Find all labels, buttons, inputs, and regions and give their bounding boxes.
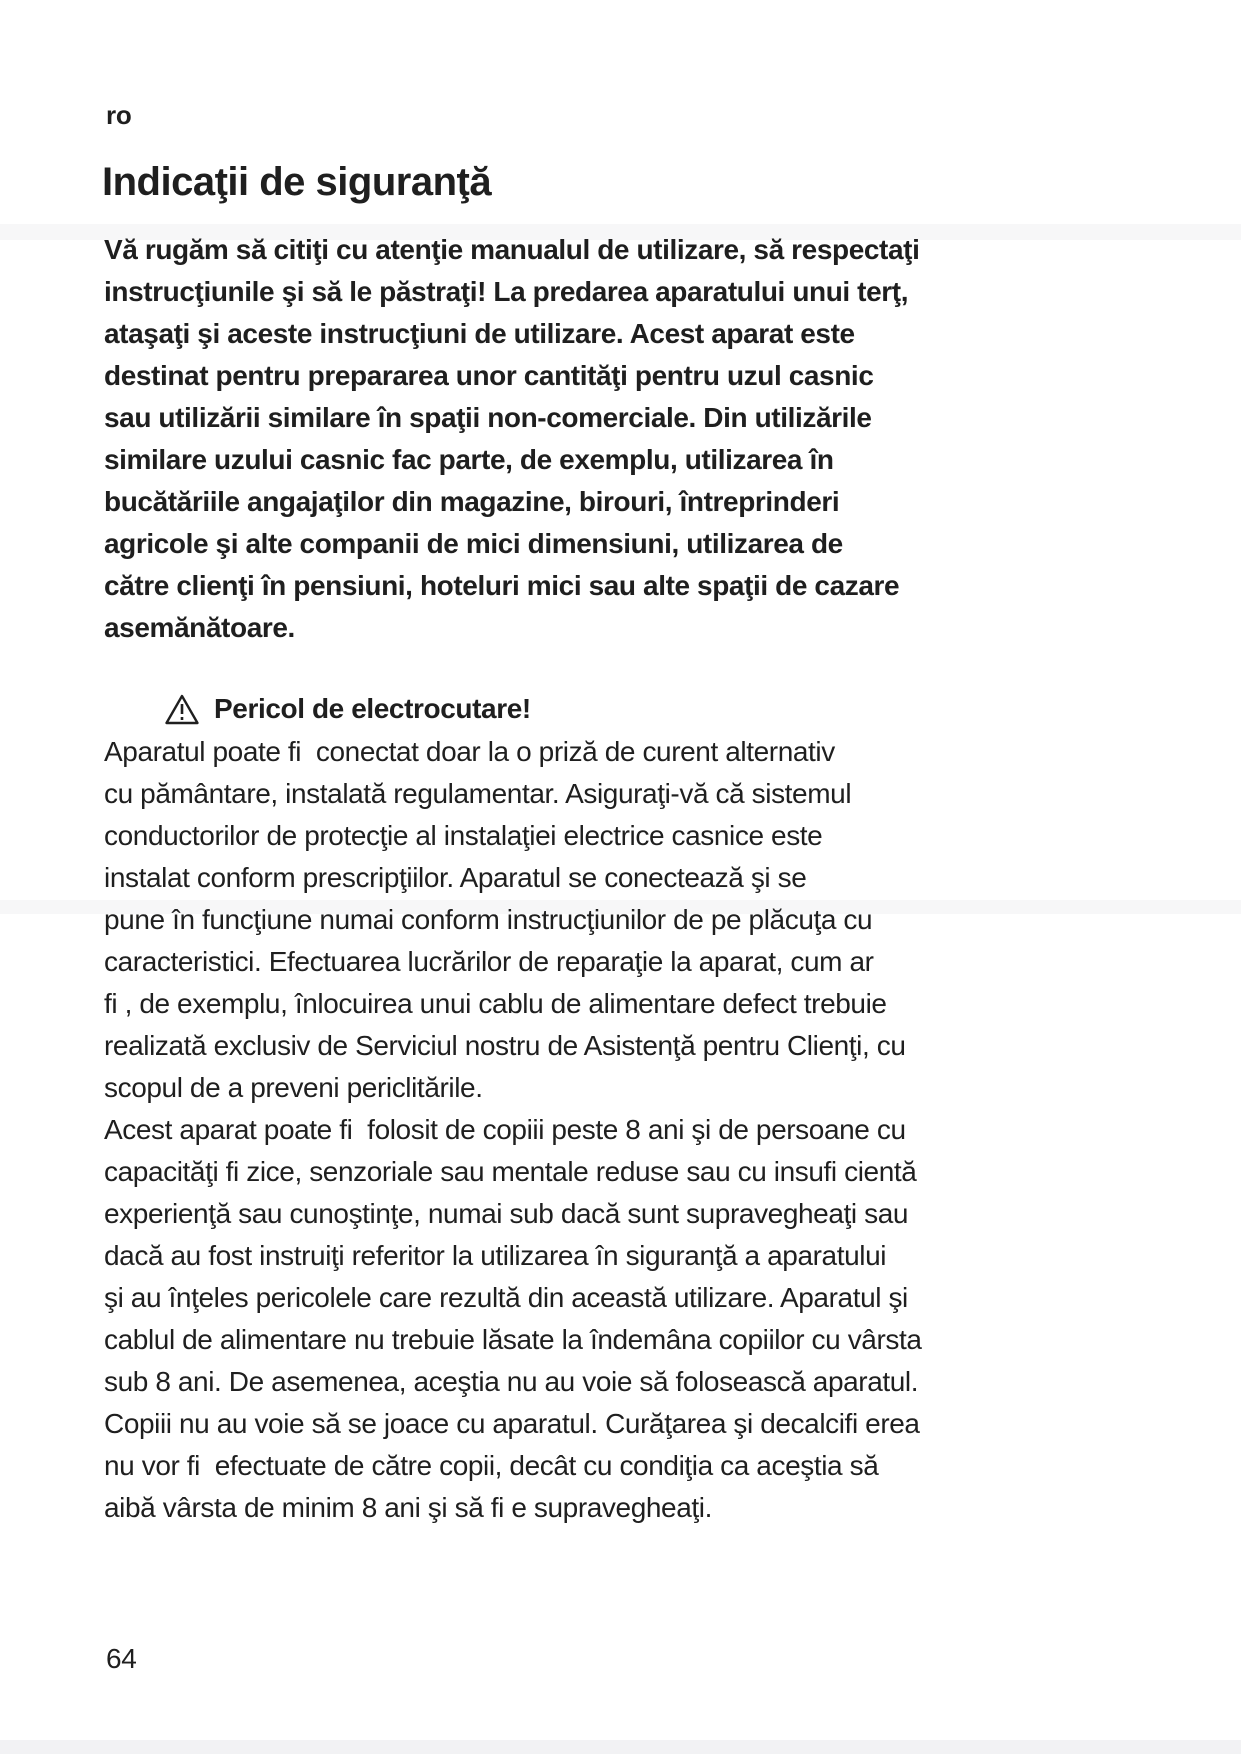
text-line: instalat conform prescripţiilor. Aparatul se conectează şi se [104,862,807,893]
text-line: asemănătoare. [104,612,295,643]
text-line: către clienţi în pensiuni, hoteluri mici sau alte spaţii de cazare [104,570,900,601]
text-line: Aparatul poate fi conectat doar la o priză de curent alternativ [104,736,835,767]
text-line: conductorilor de protecţie al instalaţiei electrice casnice este [104,820,823,851]
text-line: destinat pentru prepararea unor cantităţi pentru uzul casnic [104,360,874,391]
warning-heading-row [104,688,531,730]
page-title: Indicaţii de siguranţă [102,160,492,204]
text-line: similare uzului casnic fac parte, de exemplu, utilizarea în [104,444,834,475]
text-line: Acest aparat poate fi folosit de copiii peste 8 ani şi de persoane cu [104,1114,906,1145]
text-line: şi au înţeles pericolele care rezultă din această utilizare. Aparatul şi [104,1282,908,1313]
scan-artifact-band [0,1740,1241,1754]
language-code: ro [106,100,132,130]
text-line: realizată exclusiv de Serviciul nostru de Asistenţă pentru Clienţi, cu [104,1030,906,1061]
intro-paragraph [104,229,919,649]
text-line: Vă rugăm să citiţi cu atenţie manualul de utilizare, să respectaţi [104,234,920,265]
text-line: capacităţi fi zice, senzoriale sau mentale reduse sau cu insufi cientă [104,1156,917,1187]
text-line: cablul de alimentare nu trebuie lăsate la îndemâna copiilor cu vârsta [104,1324,922,1355]
text-line: Copiii nu au voie să se joace cu aparatul. Curăţarea şi decalcifi erea [104,1408,920,1439]
text-line: scopul de a preveni periclitările. [104,1072,483,1103]
text-line: bucătăriile angajaţilor din magazine, birouri, întreprinderi [104,486,840,517]
page-number: 64 [106,1643,137,1674]
warning-heading: Pericol de electrocutare! [214,693,531,724]
text-line: pune în funcţiune numai conform instrucţiunilor de pe plăcuţa cu [104,904,873,935]
text-line: nu vor fi efectuate de către copii, decât cu condiţia ca aceştia să [104,1450,879,1481]
text-line: ataşaţi şi aceste instrucţiuni de utilizare. Acest aparat este [104,318,855,349]
text-line: sub 8 ani. De asemenea, aceştia nu au voie să folosească aparatul. [104,1366,919,1397]
warning-body-paragraph [104,731,922,1529]
text-line: dacă au fost instruiţi referitor la utilizarea în siguranţă a aparatului [104,1240,887,1271]
text-line: caracteristici. Efectuarea lucrărilor de reparaţie la aparat, cum ar [104,946,874,977]
text-line: experienţă sau cunoştinţe, numai sub dacă sunt supravegheaţi sau [104,1198,909,1229]
text-line: cu pământare, instalată regulamentar. Asiguraţi-vă că sistemul [104,778,852,809]
text-line: instrucţiunile şi să le păstraţi! La predarea aparatului unui terţ, [104,276,909,307]
text-line: sau utilizării similare în spaţii non-comerciale. Din utilizările [104,402,872,433]
text-line: agricole şi alte companii de mici dimensiuni, utilizarea de [104,528,843,559]
warning-triangle-icon [164,693,200,726]
text-line: fi , de exemplu, înlocuirea unui cablu de alimentare defect trebuie [104,988,887,1019]
text-line: aibă vârsta de minim 8 ani şi să fi e supravegheaţi. [104,1492,712,1523]
